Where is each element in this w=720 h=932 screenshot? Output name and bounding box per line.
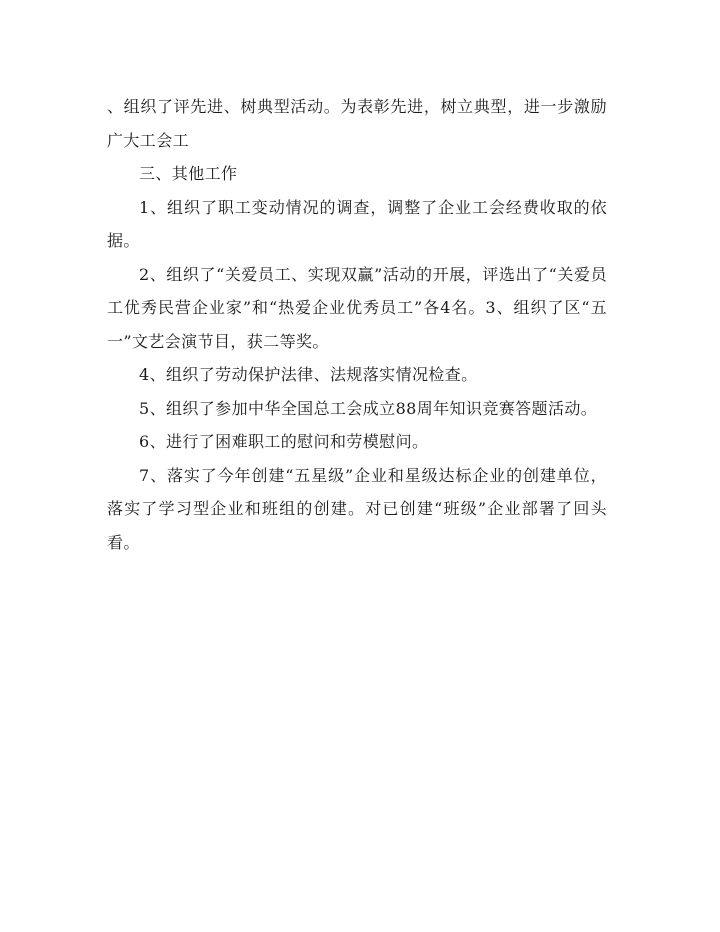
paragraph-item-6: 6、进行了困难职工的慰问和劳模慰问。 bbox=[139, 432, 429, 451]
paragraph-item-7: 7、落实了今年创建“五星级”企业和星级达标企业的创建单位，落实了学习型企业和班组的创建。对已创建“班级”企业部署了回头看。 bbox=[107, 465, 607, 552]
paragraph-item-2-3: 2、组织了“关爱员工、实现双赢”活动的开展，评选出了“关爱员工优秀民营企业家”和“热爱企业优秀员工”各4名。3、组织了区“五一”文艺会演节目，获二等奖。 bbox=[107, 264, 607, 351]
paragraph-continuation: 、组织了评先进、树典型活动。为表彰先进，树立典型，进一步激励广大工会工 bbox=[107, 97, 607, 150]
paragraph-item-5: 5、组织了参加中华全国总工会成立88周年知识竞赛答题活动。 bbox=[139, 398, 598, 418]
paragraph-item-4: 4、组织了劳动保护法律、法规落实情况检查。 bbox=[139, 365, 478, 384]
paragraph-item-1: 1、组织了职工变动情况的调查，调整了企业工会经费收取的依据。 bbox=[107, 197, 607, 250]
document-body bbox=[107, 90, 607, 559]
section-heading-other-work: 三、其他工作 bbox=[139, 164, 238, 183]
